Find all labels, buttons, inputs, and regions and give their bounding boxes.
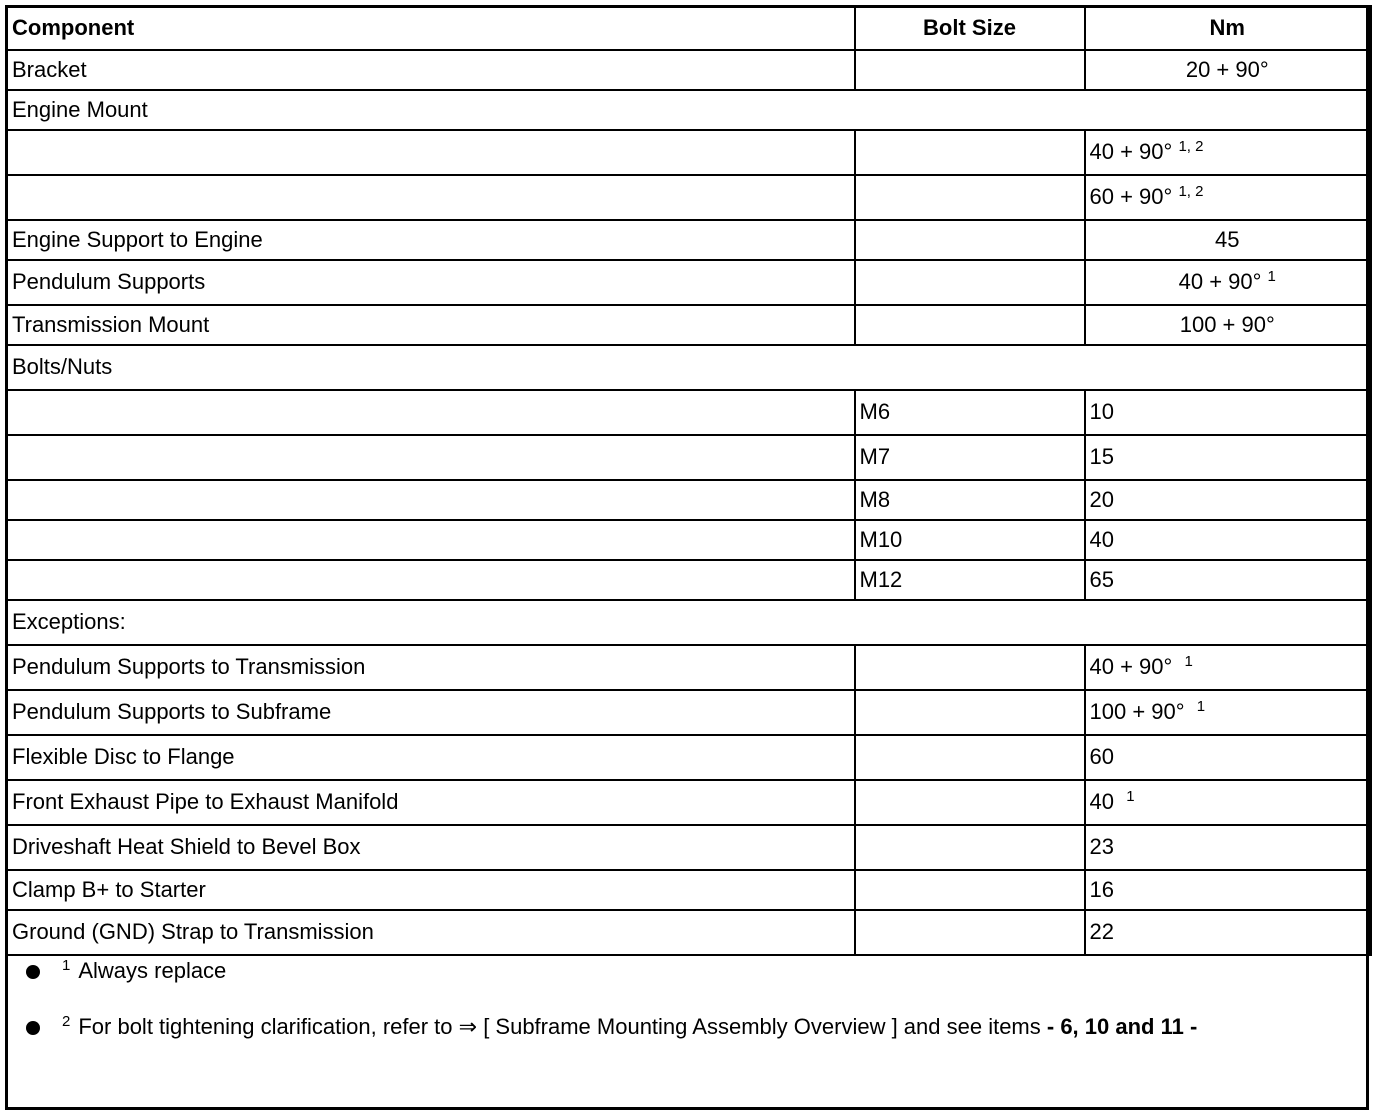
table-row <box>7 50 1371 90</box>
table-row <box>7 220 1371 260</box>
component-cell <box>7 480 855 520</box>
nm-cell: 40 <box>1085 520 1371 560</box>
nm-cell: 45 <box>1085 220 1371 260</box>
table-row <box>7 305 1371 345</box>
nm-value: 40 <box>1089 789 1114 814</box>
bullet-icon <box>26 965 40 979</box>
footnote-text-after: and see items <box>897 1014 1047 1039</box>
bolt-size-cell <box>855 870 1085 910</box>
component-cell <box>7 560 855 600</box>
nm-cell: 20 <box>1085 480 1371 520</box>
bolt-size-cell <box>855 220 1085 260</box>
table-row <box>7 130 1371 175</box>
bolt-size-cell <box>855 130 1085 175</box>
component-cell: Clamp B+ to Starter <box>7 870 855 910</box>
nm-cell: 10 <box>1085 390 1371 435</box>
component-cell: Pendulum Supports to Transmission <box>7 645 855 690</box>
bolt-size-cell <box>855 910 1085 955</box>
footnote-ref: 1 <box>1184 653 1193 670</box>
footnote-body <box>62 958 226 984</box>
section-label: Exceptions: <box>7 600 1371 645</box>
bolt-size-cell <box>855 175 1085 220</box>
nm-cell <box>1085 175 1371 220</box>
footnote-items: - 6, 10 and 11 - <box>1046 1014 1198 1039</box>
component-cell: Front Exhaust Pipe to Exhaust Manifold <box>7 780 855 825</box>
footnote-2 <box>8 1014 1366 1070</box>
component-cell <box>7 520 855 560</box>
nm-cell: 100 + 90° <box>1085 305 1371 345</box>
table-row <box>7 520 1371 560</box>
bolt-size-cell: M6 <box>855 390 1085 435</box>
component-cell <box>7 175 855 220</box>
nm-value: 40 + 90° <box>1089 654 1173 679</box>
nm-value: 100 + 90° <box>1089 699 1185 724</box>
footnote-text: For bolt tightening clarification, refer to ⇒ <box>78 1014 484 1039</box>
table-row <box>7 870 1371 910</box>
table-row <box>7 780 1371 825</box>
footnote-number: 1 <box>62 957 71 974</box>
component-cell: Pendulum Supports <box>7 260 855 305</box>
component-cell <box>7 435 855 480</box>
table-row <box>7 690 1371 735</box>
footnote-ref: 1 <box>1196 698 1206 715</box>
component-cell: Pendulum Supports to Subframe <box>7 690 855 735</box>
bullet-icon <box>26 1021 40 1035</box>
footnote-ref: 1 <box>1267 268 1276 285</box>
section-label: Engine Mount <box>7 90 1371 130</box>
footnote-body <box>62 1014 1197 1040</box>
table-row <box>7 735 1371 780</box>
bolt-size-cell <box>855 260 1085 305</box>
nm-cell: 22 <box>1085 910 1371 955</box>
section-row <box>7 600 1371 645</box>
torque-specs-table <box>5 5 1372 956</box>
nm-cell: 65 <box>1085 560 1371 600</box>
nm-cell: 23 <box>1085 825 1371 870</box>
nm-cell: 15 <box>1085 435 1371 480</box>
footnote-1 <box>8 958 1366 1014</box>
footnote-number: 2 <box>62 1013 71 1030</box>
subframe-overview-link[interactable]: [ Subframe Mounting Assembly Overview ] <box>483 1014 898 1039</box>
footnote-ref: 1, 2 <box>1178 183 1204 200</box>
bolt-size-cell <box>855 50 1085 90</box>
bolt-size-cell: M10 <box>855 520 1085 560</box>
table-row <box>7 825 1371 870</box>
nm-cell <box>1085 645 1371 690</box>
nm-cell: 16 <box>1085 870 1371 910</box>
nm-cell <box>1085 690 1371 735</box>
section-row <box>7 90 1371 130</box>
header-nm: Nm <box>1085 7 1371 50</box>
bolt-size-cell <box>855 645 1085 690</box>
bolt-size-cell: M7 <box>855 435 1085 480</box>
header-row <box>7 7 1371 50</box>
footnote-text: Always replace <box>78 958 227 983</box>
header-bolt-size: Bolt Size <box>855 7 1085 50</box>
component-cell: Bracket <box>7 50 855 90</box>
table-row <box>7 260 1371 305</box>
bolt-size-cell <box>855 305 1085 345</box>
component-cell: Driveshaft Heat Shield to Bevel Box <box>7 825 855 870</box>
component-cell: Flexible Disc to Flange <box>7 735 855 780</box>
bolt-size-cell <box>855 780 1085 825</box>
nm-cell: 60 <box>1085 735 1371 780</box>
nm-cell <box>1085 780 1371 825</box>
component-cell: Transmission Mount <box>7 305 855 345</box>
table-row <box>7 435 1371 480</box>
bolt-size-cell <box>855 735 1085 780</box>
bolt-size-cell: M8 <box>855 480 1085 520</box>
nm-cell <box>1085 260 1371 305</box>
nm-value: 40 + 90° <box>1089 139 1173 164</box>
table-row <box>7 175 1371 220</box>
footnote-ref: 1 <box>1126 788 1135 805</box>
table-row <box>7 910 1371 955</box>
table-row <box>7 390 1371 435</box>
bolt-size-cell: M12 <box>855 560 1085 600</box>
nm-value: 40 + 90° <box>1178 269 1262 294</box>
nm-cell <box>1085 130 1371 175</box>
bolt-size-cell <box>855 825 1085 870</box>
footnote-ref: 1, 2 <box>1178 138 1204 155</box>
bolt-size-cell <box>855 690 1085 735</box>
table-row <box>7 645 1371 690</box>
nm-value: 60 + 90° <box>1089 184 1173 209</box>
component-cell: Ground (GND) Strap to Transmission <box>7 910 855 955</box>
table-row <box>7 480 1371 520</box>
nm-cell: 20 + 90° <box>1085 50 1371 90</box>
section-row <box>7 345 1371 390</box>
component-cell: Engine Support to Engine <box>7 220 855 260</box>
header-component: Component <box>7 7 855 50</box>
footnotes <box>8 958 1366 1070</box>
table-row <box>7 560 1371 600</box>
component-cell <box>7 390 855 435</box>
section-label: Bolts/Nuts <box>7 345 1371 390</box>
component-cell <box>7 130 855 175</box>
